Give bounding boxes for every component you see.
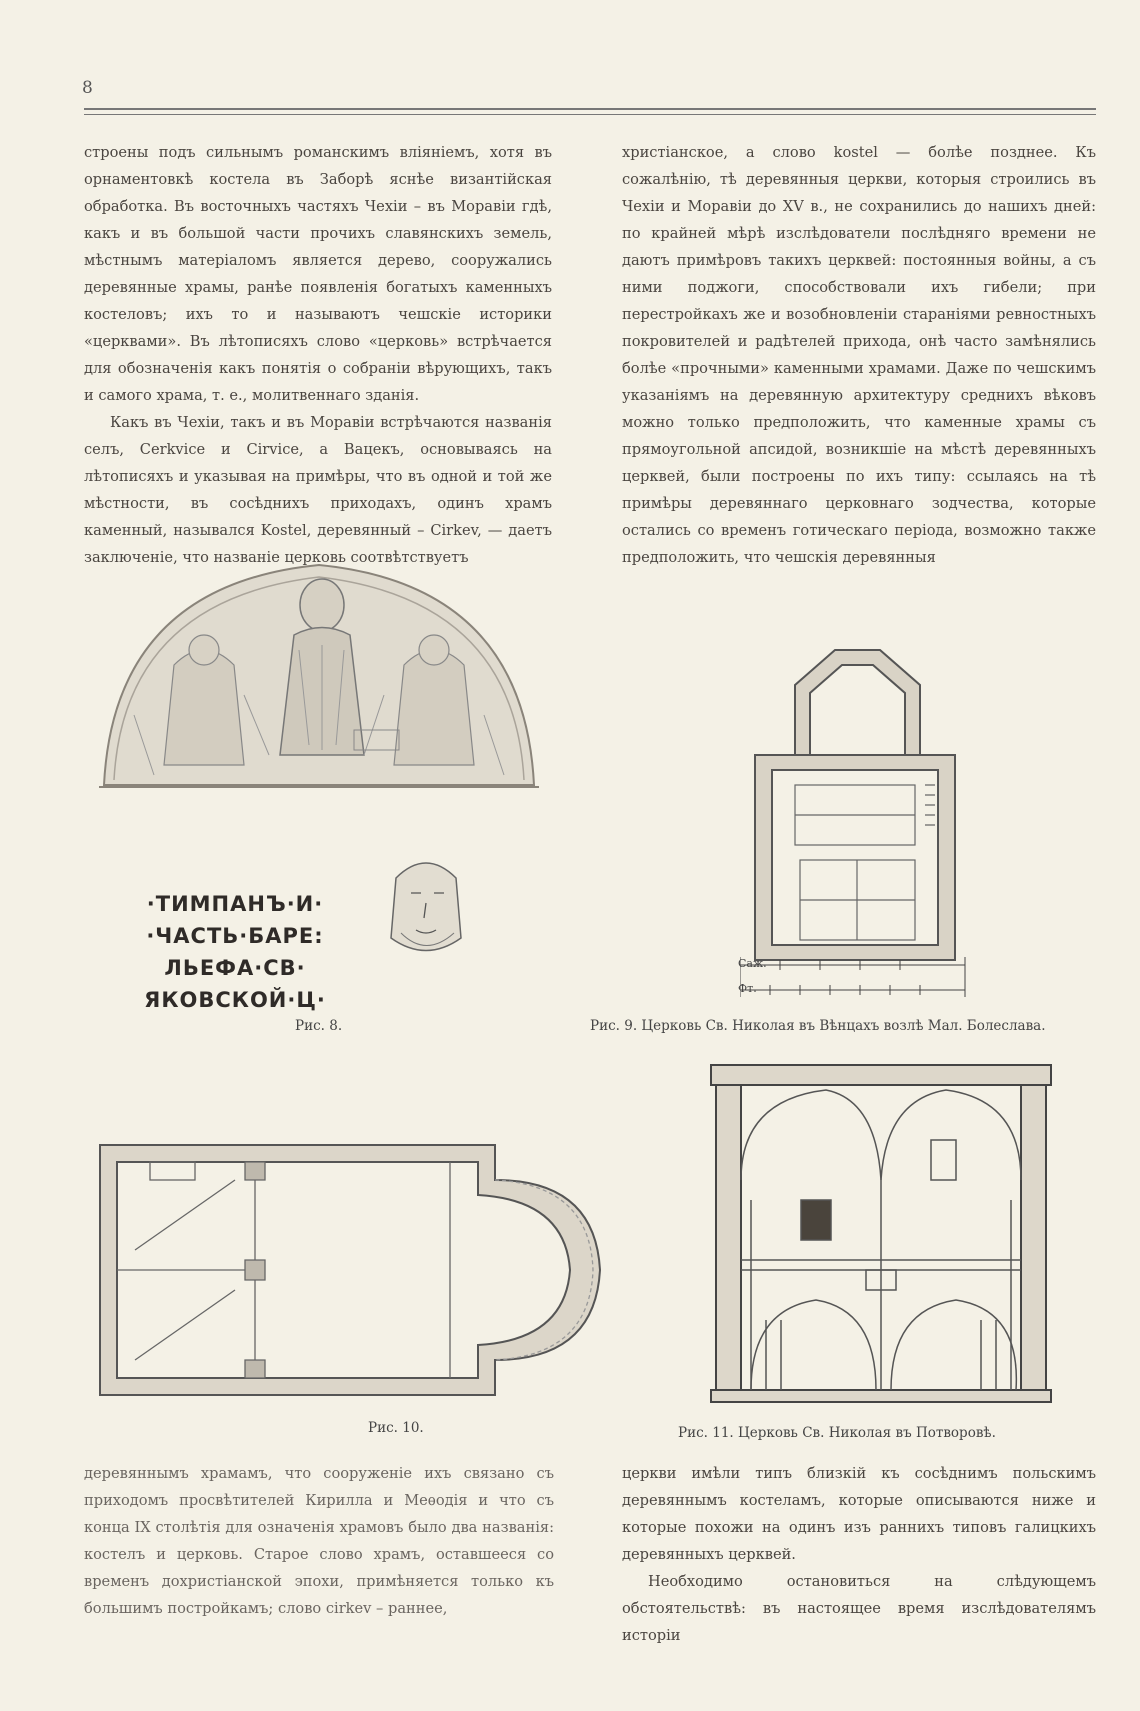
church-plan-fig9 <box>740 645 970 1010</box>
paragraph: церкви имѣли типъ близкій къ сосѣднимъ польскимъ деревяннымъ костеламъ, которые описываются ниже и которые похожи на одинъ изъ раннихъ типовъ галицкихъ деревянныхъ церквей. <box>622 1465 1096 1563</box>
right-column-top <box>622 139 1096 571</box>
tympanum-relief-figure <box>94 555 544 825</box>
upper-vault-right <box>881 1090 1021 1180</box>
inscription-line: ЯКОВСКОЙ·Ц· <box>144 988 326 1012</box>
inscription-line: ·ЧАСТЬ·БАРЕ: <box>146 924 324 948</box>
relief-head-fragment <box>376 848 476 968</box>
inscription-line: ЛЬЕФА·СВ· <box>164 956 306 980</box>
interior-section-fig11 <box>706 1060 1056 1405</box>
right-column-bottom <box>622 1460 1096 1649</box>
paragraph: христіанское, а слово kostel — болѣе позднее. Къ сожалѣнію, тѣ деревянныя церкви, которыя строились въ Чехіи и Моравіи до XV в., не сохранились до нашихъ дней: по крайней мѣрѣ изслѣдователи послѣдняго времени не даютъ примѣровъ такихъ церквей: постоянныя войны, а съ ними поджоги, способствовали ихъ гибели; при перестройкахъ же и возобновленіи стараніями ревностныхъ покровителей и радѣтелей прихода, онѣ часто замѣнялись болѣе «прочными» каменными храмами. Даже по чешскимъ указаніямъ на деревянную архитектуру среднихъ вѣковъ можно только предположить, что каменные храмы съ прямоугольной апсидой, возникшіе на мѣстѣ деревянныхъ церквей, были построены по ихъ типу: ссылаясь на тѣ примѣры деревяннаго церковнаго зодчества, которые остались со временъ готическаго періода, возможно также предположить, что чешскія деревянныя <box>622 144 1096 566</box>
left-column-top <box>84 139 552 571</box>
paragraph: строены подъ сильнымъ романскимъ вліяніемъ, хотя въ орнаментовкѣ костела въ Заборѣ яснѣе византійская обработка. Въ восточныхъ частяхъ Чехіи – въ Моравіи гдѣ, какъ и въ большой части прочихъ славянскихъ земель, мѣстнымъ матеріаломъ является дерево, сооружались деревянные храмы, ранѣе появленія богатыхъ каменныхъ костеловъ; ихъ то и называютъ чешскіе историки «церквами». Въ лѣтописяхъ слово «церковь» встрѣчается для обозначенія какъ понятія о собраніи вѣрующихъ, такъ и самого храма, т. е., молитвеннаго зданія. <box>84 144 552 404</box>
fig9-scale-bottom-label: Фт. <box>738 982 757 995</box>
header-rule-thin <box>84 114 1096 115</box>
figure-head <box>300 579 344 631</box>
paragraph: деревяннымъ храмамъ, что сооруженіе ихъ связано съ приходомъ просвѣтителей Кирилла и Меѳодія и что съ конца IX столѣтія для означенія храмовъ было два названія: костелъ и церковь. Старое слово храмъ, оставшееся со временъ дохристіанской эпохи, примѣняется только къ большимъ постройкамъ; слово cirkev – раннее, <box>84 1465 554 1617</box>
upper-vault-left <box>741 1090 881 1180</box>
fig9-caption: Рис. 9. Церковь Св. Николая въ Вѣнцахъ возлѣ Мал. Болеслава. <box>590 1018 1046 1034</box>
floor-plan-fig10 <box>95 1140 620 1405</box>
fig10-caption: Рис. 10. <box>368 1420 424 1436</box>
fig9-scale-top-label: Саж. <box>738 957 767 970</box>
left-column-bottom <box>84 1460 554 1622</box>
header-rule-thick <box>84 108 1096 110</box>
inscription-line: ·ТИМПАНЪ·И· <box>146 892 324 916</box>
tympanum-inscription <box>120 888 350 1016</box>
paragraph: Какъ въ Чехіи, такъ и въ Моравіи встрѣчаются названія селъ, Cerkvice и Cirvice, а Вацекъ, основываясь на лѣтописяхъ и указывая на примѣры, что въ одной и той же мѣстности, въ сосѣднихъ приходахъ, одинъ храмъ каменный, назывался Kostel, деревянный – Cirkev, — даетъ заключеніе, что названіе церковь соотвѣтствуетъ <box>84 414 552 566</box>
page-number: 8 <box>82 78 93 98</box>
paragraph: Необходимо остановиться на слѣдующемъ обстоятельствѣ: въ настоящее время изслѣдователямъ исторіи <box>622 1573 1096 1644</box>
fig11-caption: Рис. 11. Церковь Св. Николая въ Потворовѣ. <box>678 1425 996 1441</box>
lower-arch-right <box>891 1300 1016 1390</box>
fig8-caption: Рис. 8. <box>295 1018 343 1034</box>
lower-arch-left <box>751 1300 876 1390</box>
